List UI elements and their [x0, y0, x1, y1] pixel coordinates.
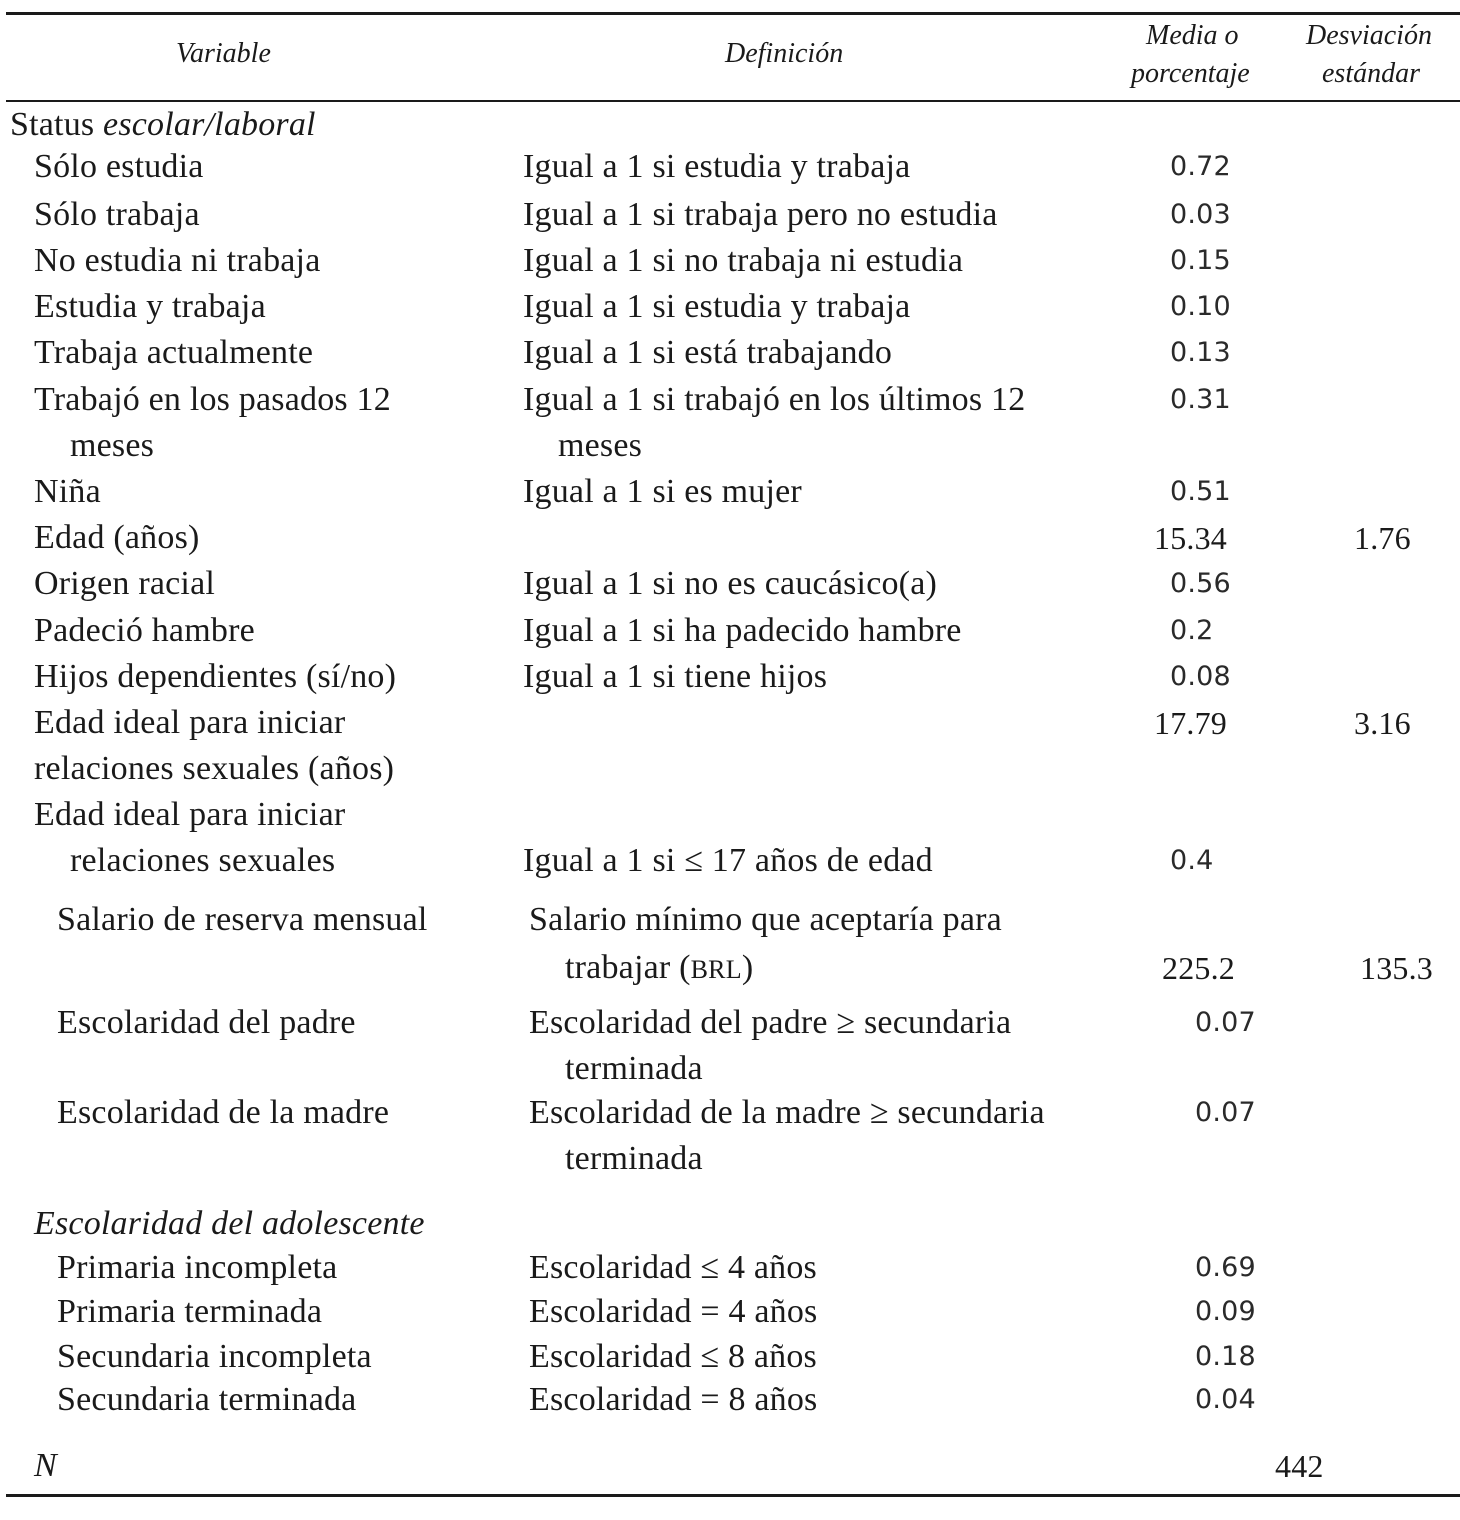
row-variable: Primaria incompleta	[57, 1249, 338, 1286]
row-definition: Igual a 1 si ≤ 17 años de edad	[523, 842, 933, 879]
row-variable-continued: meses	[70, 427, 155, 464]
row-media: 0.51	[1170, 476, 1231, 507]
header-media-line2: porcentaje	[1131, 58, 1250, 89]
row-media: 0.72	[1170, 151, 1231, 182]
row-variable: Hijos dependientes (sí/no)	[34, 658, 397, 695]
row-media: 0.56	[1170, 568, 1231, 599]
row-definition: Igual a 1 si no es caucásico(a)	[523, 565, 938, 602]
header-desviacion-line1: Desviación	[1306, 20, 1432, 51]
row-definition: Igual a 1 si estudia y trabaja	[523, 148, 911, 185]
row-variable: Primaria terminada	[57, 1293, 323, 1330]
row-media: 0.69	[1195, 1252, 1256, 1283]
row-variable: Origen racial	[34, 565, 216, 602]
row-variable: Trabajó en los pasados 12	[34, 381, 391, 418]
row-definition: Escolaridad ≤ 4 años	[529, 1249, 817, 1286]
row-variable: Sólo estudia	[34, 148, 204, 185]
header-rule	[6, 100, 1460, 102]
row-variable: Estudia y trabaja	[34, 288, 266, 325]
row-variable-continued: relaciones sexuales (años)	[34, 750, 395, 787]
row-variable: Trabaja actualmente	[34, 334, 314, 371]
header-definicion: Definición	[725, 38, 844, 69]
row-definition: Escolaridad ≤ 8 años	[529, 1338, 817, 1375]
row-variable: Sólo trabaja	[34, 196, 200, 233]
row-definition-continued: terminada	[565, 1050, 703, 1087]
row-definition: Escolaridad del padre ≥ secundaria	[529, 1004, 1012, 1041]
row-definition-continued	[565, 948, 753, 990]
row-variable: Niña	[34, 473, 101, 510]
row-definition: Igual a 1 si trabaja pero no estudia	[523, 196, 998, 233]
section-title-escolaridad: Escolaridad del adolescente	[34, 1205, 425, 1242]
row-media: 0.08	[1170, 661, 1231, 692]
table-bottom-rule	[6, 1494, 1460, 1497]
section-title-italic: escolar/laboral	[103, 106, 316, 143]
row-definition-continued: meses	[558, 427, 643, 464]
section-title-prefix: Status	[10, 106, 95, 143]
row-definition: Igual a 1 si trabajó en los últimos 12	[523, 381, 1026, 418]
row-definition: Escolaridad = 8 años	[529, 1381, 818, 1418]
row-media: 0.04	[1195, 1384, 1256, 1415]
row-definition: Igual a 1 si no trabaja ni estudia	[523, 242, 964, 279]
header-media-line1: Media o	[1146, 20, 1239, 51]
header-variable: Variable	[176, 38, 271, 69]
row-definition: Escolaridad de la madre ≥ secundaria	[529, 1094, 1045, 1131]
row-media: 0.31	[1170, 384, 1231, 415]
row-media: 0.03	[1170, 199, 1231, 230]
table-top-rule	[6, 12, 1460, 15]
row-media: 0.18	[1195, 1341, 1256, 1372]
row-definition: Igual a 1 si estudia y trabaja	[523, 288, 911, 325]
row-media: 0.4	[1170, 845, 1214, 876]
row-variable: Edad ideal para iniciar	[34, 796, 346, 833]
row-definition: Igual a 1 si está trabajando	[523, 334, 893, 371]
sample-size-value: 442	[1275, 1448, 1324, 1484]
row-media: 17.79	[1154, 705, 1227, 741]
header-desviacion-line2: estándar	[1322, 58, 1420, 89]
row-definition: Igual a 1 si ha padecido hambre	[523, 612, 962, 649]
row-media: 0.09	[1195, 1296, 1256, 1327]
row-variable: No estudia ni trabaja	[34, 242, 321, 279]
row-media: 225.2	[1162, 950, 1235, 986]
row-variable: Salario de reserva mensual	[57, 901, 428, 938]
row-desviacion: 1.76	[1354, 520, 1411, 556]
definition-text: trabajar (	[565, 949, 691, 986]
row-definition: Escolaridad = 4 años	[529, 1293, 818, 1330]
row-media: 0.13	[1170, 337, 1231, 368]
row-variable: Escolaridad del padre	[57, 1004, 356, 1041]
row-variable: Escolaridad de la madre	[57, 1094, 390, 1131]
row-desviacion: 3.16	[1354, 705, 1411, 741]
row-variable: Secundaria incompleta	[57, 1338, 372, 1375]
row-variable: Secundaria terminada	[57, 1381, 357, 1418]
row-variable: Padeció hambre	[34, 612, 255, 649]
row-media: 15.34	[1154, 520, 1227, 556]
row-variable: Edad (años)	[34, 519, 200, 556]
row-definition: Igual a 1 si tiene hijos	[523, 658, 828, 695]
definition-text-end: )	[741, 949, 754, 986]
row-media: 0.2	[1170, 615, 1214, 646]
currency-abbreviation: BRL	[690, 955, 742, 984]
row-variable: Edad ideal para iniciar	[34, 704, 346, 741]
sample-size-label: N	[34, 1447, 57, 1484]
row-desviacion: 135.3	[1360, 950, 1433, 986]
row-definition: Salario mínimo que aceptaría para	[529, 901, 1002, 938]
row-media: 0.07	[1195, 1097, 1256, 1128]
row-definition: Igual a 1 si es mujer	[523, 473, 802, 510]
row-media: 0.10	[1170, 291, 1231, 322]
row-variable-continued: relaciones sexuales	[70, 842, 336, 879]
row-media: 0.15	[1170, 245, 1231, 276]
row-definition-continued: terminada	[565, 1140, 703, 1177]
section-title-status	[10, 105, 316, 145]
row-media: 0.07	[1195, 1007, 1256, 1038]
